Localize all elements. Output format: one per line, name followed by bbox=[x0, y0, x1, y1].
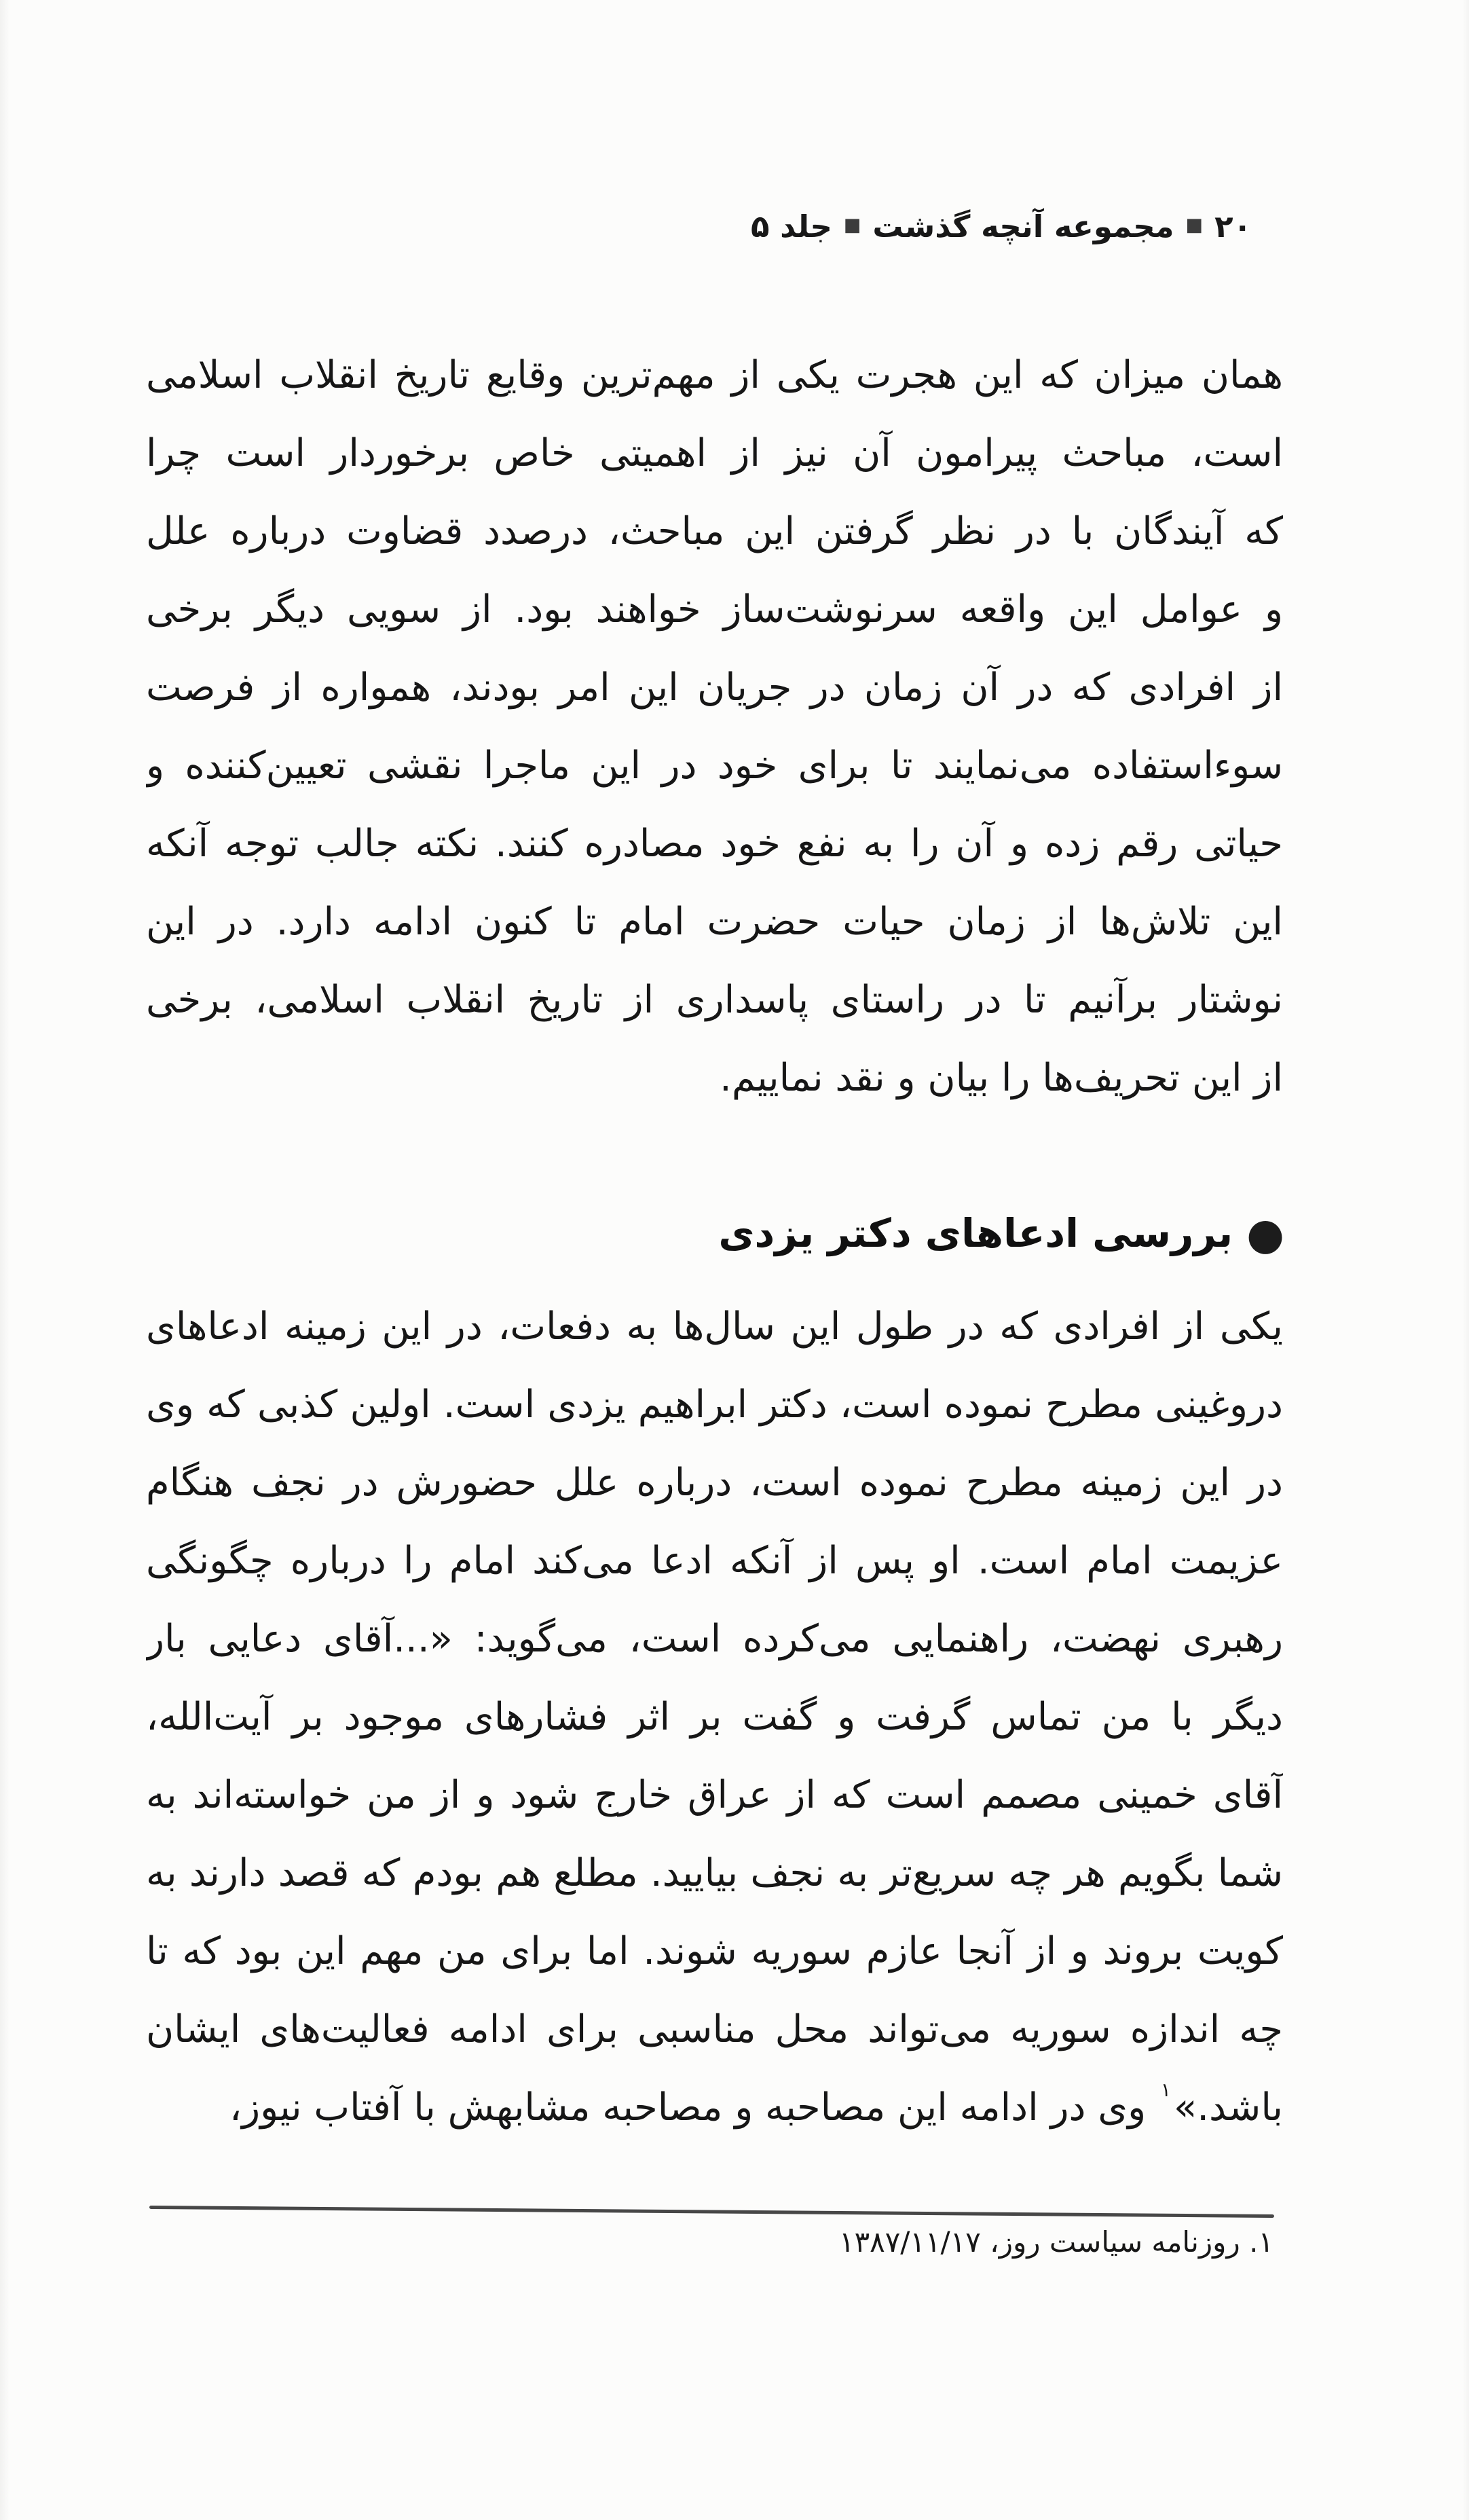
text-line: آقای خمینی مصمم است که از عراق خارج شود و از من خواسته‌اند به bbox=[146, 1773, 1283, 1817]
text-line: است، مباحث پیرامون آن نیز از اهمیتی خاص برخوردار است چرا bbox=[146, 431, 1283, 475]
text-line: چه اندازه سوریه می‌تواند محل مناسبی برای ادامه فعالیت‌های ایشان bbox=[146, 2007, 1283, 2051]
text-line: عزیمت امام است. او پس از آنکه ادعا می‌کند امام را درباره چگونگی bbox=[146, 1539, 1283, 1583]
text-segment: باشد.» bbox=[1173, 2085, 1283, 2130]
section-heading bbox=[718, 1197, 1284, 1268]
text-line: از این تحریف‌ها را بیان و نقد نماییم. bbox=[720, 1056, 1283, 1100]
text-line: از افرادی که در آن زمان در جریان این امر بودند، همواره از فرصت bbox=[146, 665, 1283, 710]
book-title: مجموعه آنچه گذشت bbox=[872, 208, 1174, 244]
text-line: در این زمینه مطرح نموده است، درباره علل حضورش در نجف هنگام bbox=[146, 1461, 1283, 1505]
paragraph-1 bbox=[146, 336, 1283, 1117]
text-line: سوءاستفاده می‌نمایند تا برای خود در این ماجرا نقشی تعیین‌کننده و bbox=[146, 744, 1283, 788]
text-line: دیگر با من تماس گرفت و گفت بر اثر فشارهای موجود بر آیت‌الله، bbox=[146, 1695, 1283, 1739]
scan-edge-shadow-right bbox=[1462, 0, 1469, 2520]
text-line: که آیندگان با در نظر گرفتن این مباحث، درصدد قضاوت درباره علل bbox=[146, 509, 1283, 553]
page-number: ۲۰ bbox=[1214, 208, 1252, 244]
bullet-icon: ● bbox=[1246, 1209, 1284, 1260]
scan-edge-shadow-left bbox=[0, 0, 10, 2520]
volume-label: جلد ۵ bbox=[750, 208, 832, 244]
text-line bbox=[146, 2068, 1283, 2147]
footnote-marker: ۱ bbox=[1160, 2078, 1171, 2101]
text-line: دروغینی مطرح نموده است، دکتر ابراهیم یزدی است. اولین کذبی که وی bbox=[146, 1383, 1283, 1427]
text-line: یکی از افرادی که در طول این سال‌ها به دفعات، در این زمینه ادعاهای bbox=[146, 1304, 1283, 1349]
text-line: همان میزان که این هجرت یکی از مهم‌ترین وقایع تاریخ انقلاب اسلامی bbox=[146, 353, 1283, 397]
section-heading-label: بررسی ادعاهای دکتر یزدی bbox=[718, 1210, 1233, 1256]
text-segment: وی در ادامه این مصاحبه و مصاحبه مشابهش با آفتاب نیوز، bbox=[229, 2085, 1158, 2130]
running-head bbox=[751, 202, 1252, 256]
text-line: و عوامل این واقعه سرنوشت‌ساز خواهند بود. از سویی دیگر برخی bbox=[146, 587, 1283, 632]
text-line: کویت بروند و از آنجا عازم سوریه شوند. اما برای من مهم این بود که تا bbox=[146, 1929, 1283, 1973]
footnote: ۱. روزنامه سیاست روز، ۱۳۸۷/۱۱/۱۷ bbox=[839, 2225, 1273, 2259]
text-line: حیاتی رقم زده و آن را به نفع خود مصادره کنند. نکته جالب توجه آنکه bbox=[146, 822, 1283, 866]
text-line: این تلاش‌ها از زمان حیات حضرت امام تا کنون ادامه دارد. در این bbox=[146, 900, 1283, 944]
text-line: شما بگویم هر چه سریع‌تر به نجف بیایید. مطلع هم بودم که قصد دارند به bbox=[146, 1851, 1283, 1895]
footnote-divider bbox=[149, 2206, 1274, 2218]
text-line: رهبری نهضت، راهنمایی می‌کرده است، می‌گوید: «...آقای دعایی بار bbox=[146, 1617, 1283, 1661]
square-separator-icon: ■ bbox=[843, 215, 861, 236]
text-line: نوشتار برآنیم تا در راستای پاسداری از تاریخ انقلاب اسلامی، برخی bbox=[146, 978, 1283, 1022]
square-separator-icon: ■ bbox=[1185, 215, 1204, 236]
paragraph-2 bbox=[146, 1288, 1283, 2147]
